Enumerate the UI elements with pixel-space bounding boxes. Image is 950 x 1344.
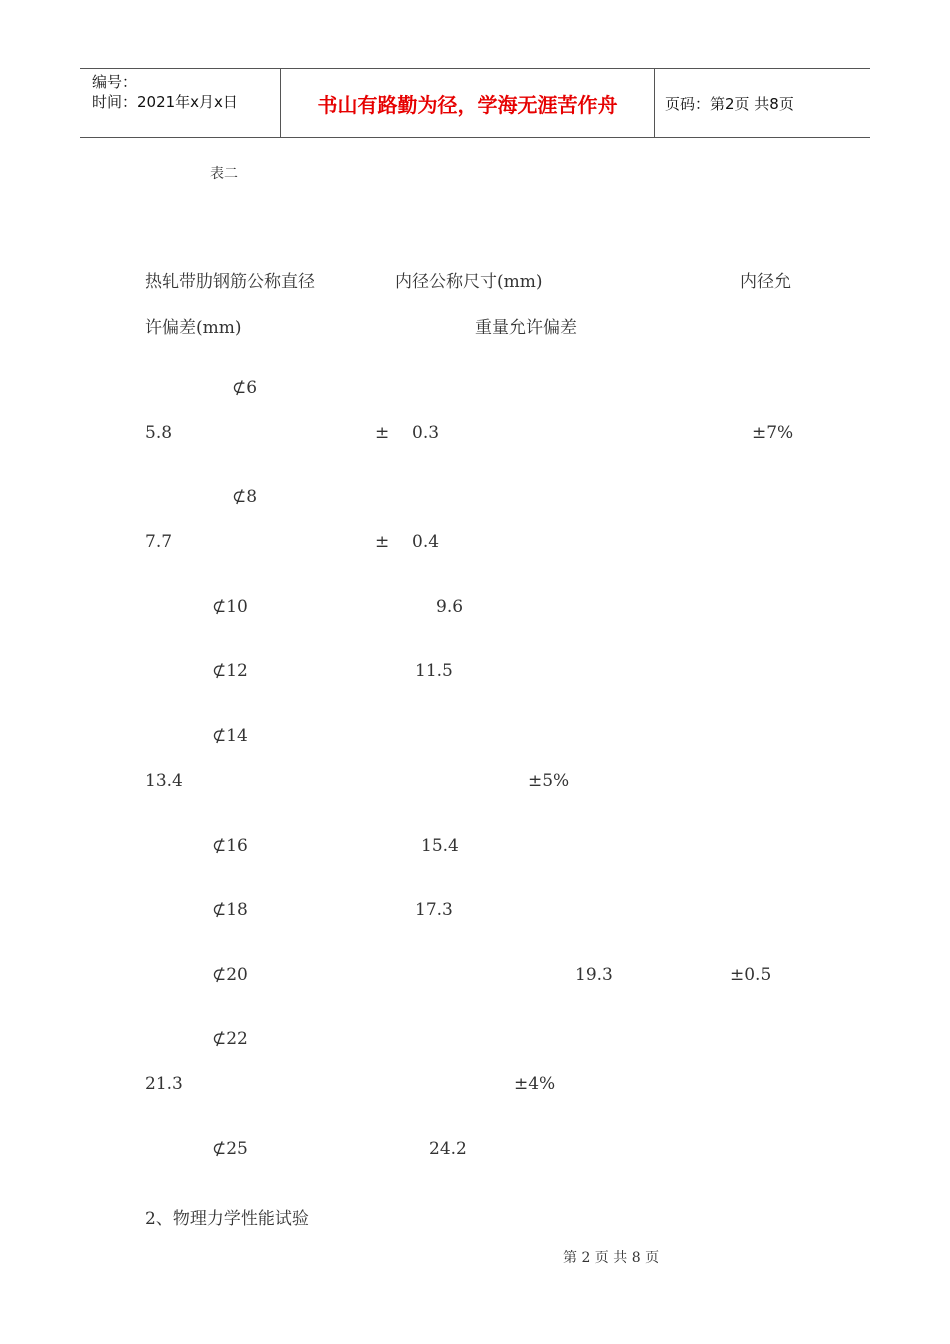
- row-diameter: ⊄8: [232, 487, 258, 507]
- row-inner-size: 24.2: [429, 1139, 467, 1159]
- row-diameter: ⊄20: [212, 965, 248, 985]
- section-title: 2、物理力学性能试验: [145, 1209, 309, 1229]
- number-label: 编号：: [92, 73, 138, 91]
- header-page-label: 页码：第2页 共8页: [665, 94, 794, 113]
- row-inner-size: 13.4: [145, 771, 183, 791]
- header-weight-tolerance: 重量允许偏差: [475, 318, 577, 338]
- row-inner-size: 11.5: [415, 661, 453, 681]
- row-diameter: ⊄10: [212, 597, 248, 617]
- page-footer: 第 2 页 共 8 页: [563, 1250, 660, 1266]
- row-diameter: ⊄18: [212, 900, 248, 920]
- row-diameter: ⊄16: [212, 836, 248, 856]
- header-motto: 书山有路勤为径，学海无涯苦作舟: [281, 69, 655, 137]
- row-diameter: ⊄12: [212, 661, 248, 681]
- row-tolerance: 0.3: [412, 423, 440, 443]
- row-weight-tolerance: ±5%: [528, 771, 570, 791]
- row-tolerance-sign: ±: [375, 532, 390, 552]
- row-tolerance: ±0.5: [730, 965, 772, 985]
- row-inner-size: 5.8: [145, 423, 173, 443]
- header-diameter: 热轧带肋钢筋公称直径: [145, 272, 315, 292]
- row-inner-size: 15.4: [421, 836, 459, 856]
- row-weight-tolerance: ±4%: [514, 1074, 556, 1094]
- row-inner-size: 21.3: [145, 1074, 183, 1094]
- row-weight-tolerance: ±7%: [752, 423, 794, 443]
- header-inner-size: 内径公称尺寸(mm): [395, 272, 543, 292]
- page-header: [80, 68, 870, 138]
- row-diameter: ⊄6: [232, 378, 258, 398]
- time-label: 时间：2021年x月x日: [92, 93, 238, 111]
- row-diameter: ⊄22: [212, 1029, 248, 1049]
- row-diameter: ⊄25: [212, 1139, 248, 1159]
- row-inner-size: 9.6: [436, 597, 464, 617]
- header-tolerance-part2: 许偏差(mm): [145, 318, 242, 338]
- table-caption: 表二: [210, 166, 238, 182]
- row-inner-size: 7.7: [145, 532, 173, 552]
- row-tolerance: 0.4: [412, 532, 440, 552]
- row-diameter: ⊄14: [212, 726, 248, 746]
- row-inner-size: 19.3: [575, 965, 613, 985]
- header-tolerance-part1: 内径允: [740, 272, 791, 292]
- row-tolerance-sign: ±: [375, 423, 390, 443]
- header-meta: [80, 69, 281, 137]
- row-inner-size: 17.3: [415, 900, 453, 920]
